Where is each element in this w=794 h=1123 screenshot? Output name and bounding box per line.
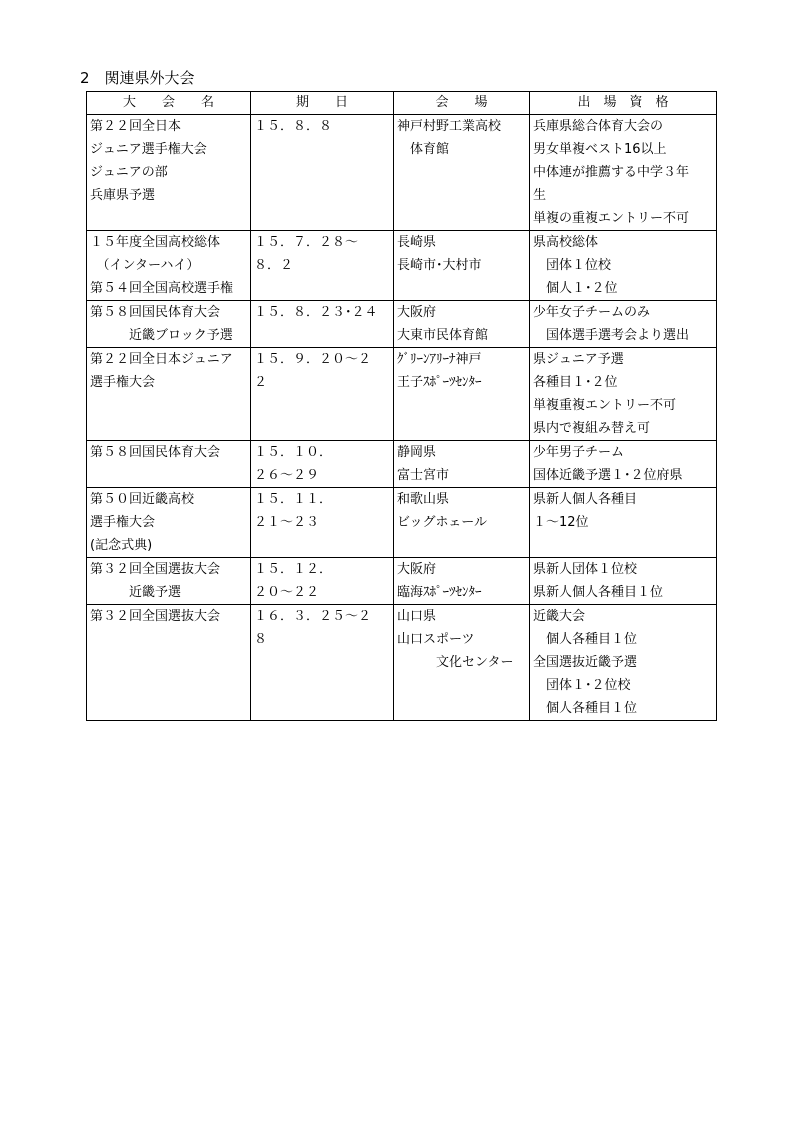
cell-qualification (530, 231, 717, 301)
cell-line: 臨海ｽﾎﾟｰﾂｾﾝﾀｰ (397, 585, 482, 600)
cell-line: 県内で複組み替え可 (533, 421, 651, 436)
cell-line: 第５４回全国高校選手権 (90, 281, 234, 296)
cell-venue (394, 301, 530, 348)
table-row (87, 301, 717, 348)
cell-line: 男女単複ベスト16以上 (533, 142, 667, 157)
cell-line: 個人各種目１位 (533, 701, 638, 716)
cell-line: １５．８．８ (254, 119, 333, 134)
cell-line: 兵庫県予選 (90, 188, 156, 203)
cell-qualification (530, 488, 717, 558)
header-tournament-name: 大 会 名 (87, 92, 251, 115)
cell-line: 県新人団体１位校 (533, 562, 638, 577)
table-body (87, 115, 717, 721)
table-row (87, 441, 717, 488)
cell-line: 長崎市･大村市 (397, 258, 482, 273)
cell-qualification (530, 441, 717, 488)
cell-line: 第５８回国民体育大会 (90, 445, 221, 460)
section-heading: 2 関連県外大会 (80, 69, 195, 87)
cell-line: 県新人個人各種目１位 (533, 585, 664, 600)
cell-line: 近畿ブロック予選 (90, 328, 233, 343)
cell-line: 第５０回近畿高校 (90, 492, 195, 507)
cell-tournament-name (87, 558, 251, 605)
cell-line: 全国選抜近畿予選 (533, 655, 638, 670)
cell-date (251, 441, 394, 488)
cell-line: 和歌山県 (397, 492, 450, 507)
cell-line: 少年男子チーム (533, 445, 625, 460)
cell-line: 王子ｽﾎﾟｰﾂｾﾝﾀｰ (397, 375, 482, 390)
cell-tournament-name (87, 348, 251, 441)
cell-line: １５．８．２３･２４ (254, 305, 378, 320)
cell-venue (394, 558, 530, 605)
cell-venue (394, 605, 530, 721)
cell-line: ８．２ (254, 258, 294, 273)
cell-line: 生 (533, 188, 547, 203)
cell-line: 団体１･２位校 (533, 678, 631, 693)
cell-line: 文化センター (397, 655, 514, 670)
cell-line: 国体近畿予選１･２位府県 (533, 468, 683, 483)
cell-venue (394, 115, 530, 231)
cell-date (251, 605, 394, 721)
cell-line: １６．３．２５～２ (254, 609, 372, 624)
cell-date (251, 348, 394, 441)
cell-line: 大東市民体育館 (397, 328, 489, 343)
cell-qualification (530, 605, 717, 721)
cell-qualification (530, 558, 717, 605)
cell-date (251, 301, 394, 348)
cell-venue (394, 441, 530, 488)
cell-line: 個人各種目１位 (533, 632, 638, 647)
cell-line: 第２２回全日本 (90, 119, 182, 134)
table-row (87, 231, 717, 301)
cell-venue (394, 488, 530, 558)
cell-line: 近畿大会 (533, 609, 586, 624)
cell-line: １５．１２． (254, 562, 333, 577)
cell-line: １５．１１． (254, 492, 333, 507)
cell-line: 国体選手選考会より選出 (533, 328, 690, 343)
cell-venue (394, 231, 530, 301)
cell-tournament-name (87, 115, 251, 231)
table-row (87, 488, 717, 558)
cell-line: １５．１０． (254, 445, 333, 460)
cell-line: 少年女子チームのみ (533, 305, 651, 320)
cell-tournament-name (87, 301, 251, 348)
cell-line: 県高校総体 (533, 235, 599, 250)
cell-line: 近畿予選 (90, 585, 182, 600)
table-row (87, 348, 717, 441)
cell-line: 第３２回全国選抜大会 (90, 609, 221, 624)
cell-tournament-name (87, 605, 251, 721)
header-venue: 会 場 (394, 92, 530, 115)
cell-line: 中体連が推薦する中学３年 (533, 165, 690, 180)
cell-line: 個人１･２位 (533, 281, 618, 296)
cell-line: 単複の重複エントリー不可 (533, 211, 690, 226)
cell-line: 単複重複エントリー不可 (533, 398, 677, 413)
cell-line: ８ (254, 632, 268, 647)
cell-date (251, 488, 394, 558)
cell-line: ２０～２２ (254, 585, 320, 600)
cell-line: 富士宮市 (397, 468, 450, 483)
cell-qualification (530, 115, 717, 231)
cell-line: ジュニアの部 (90, 165, 168, 180)
cell-line: （インターハイ） (90, 258, 200, 273)
header-date: 期 日 (251, 92, 394, 115)
cell-tournament-name (87, 441, 251, 488)
cell-line: ジュニア選手権大会 (90, 142, 207, 157)
cell-qualification (530, 348, 717, 441)
cell-line: １５．９．２０～２ (254, 352, 372, 367)
cell-qualification (530, 301, 717, 348)
table-row (87, 605, 717, 721)
cell-line: ２ (254, 375, 268, 390)
cell-line: ２１～２３ (254, 515, 320, 530)
cell-date (251, 115, 394, 231)
cell-venue (394, 348, 530, 441)
cell-line: 団体１位校 (533, 258, 612, 273)
cell-tournament-name (87, 231, 251, 301)
cell-tournament-name (87, 488, 251, 558)
cell-line: 静岡県 (397, 445, 437, 460)
cell-line: 大阪府 (397, 305, 437, 320)
cell-line: 長崎県 (397, 235, 437, 250)
table-row (87, 115, 717, 231)
tournament-table (86, 91, 717, 721)
cell-line: 山口県 (397, 609, 437, 624)
cell-line: 選手権大会 (90, 515, 156, 530)
cell-line: ｸﾞﾘｰﾝｱﾘｰﾅ神戸 (397, 352, 482, 367)
cell-line: 体育館 (397, 142, 450, 157)
cell-line: 第３２回全国選抜大会 (90, 562, 221, 577)
cell-line: 神戸村野工業高校 (397, 119, 502, 134)
cell-line: １５．７．２８～ (254, 235, 359, 250)
cell-line: 大阪府 (397, 562, 437, 577)
cell-line: 山口スポーツ (397, 632, 475, 647)
cell-line: 県新人個人各種目 (533, 492, 638, 507)
cell-line: 各種目１･２位 (533, 375, 618, 390)
table-row (87, 558, 717, 605)
cell-line: 第５８回国民体育大会 (90, 305, 221, 320)
table-header-row (87, 92, 717, 115)
cell-line: 選手権大会 (90, 375, 156, 390)
cell-line: ２６～２９ (254, 468, 320, 483)
cell-line: 県ジュニア予選 (533, 352, 624, 367)
header-qualification: 出 場 資 格 (530, 92, 717, 115)
cell-line: (記念式典) (90, 538, 153, 553)
cell-line: １５年度全国高校総体 (90, 235, 221, 250)
cell-date (251, 558, 394, 605)
cell-line: 第２２回全日本ジュニア (90, 352, 233, 367)
cell-line: １～12位 (533, 515, 589, 530)
cell-date (251, 231, 394, 301)
cell-line: ビッグホェール (397, 515, 487, 530)
cell-line: 兵庫県総合体育大会の (533, 119, 664, 134)
